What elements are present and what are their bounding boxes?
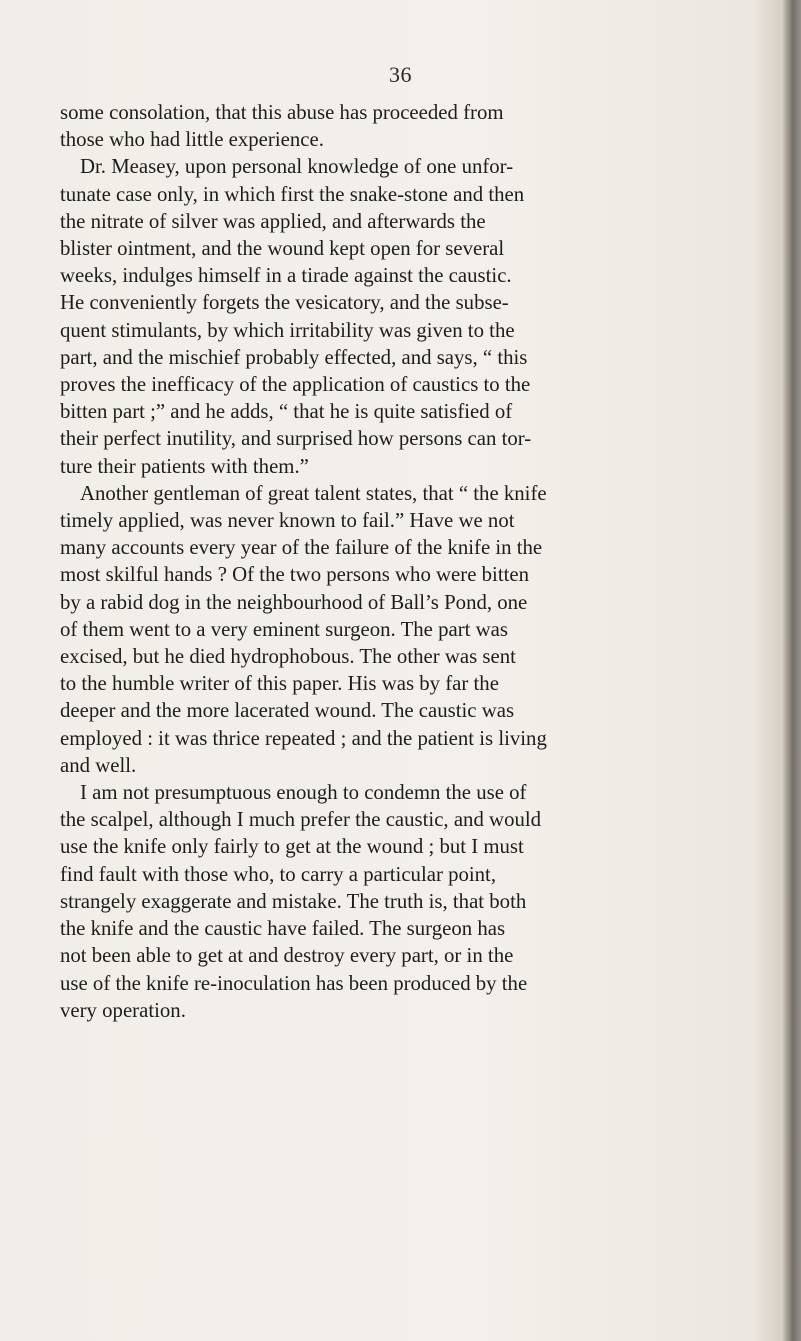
text-line: timely applied, was never known to fail.” Have we not xyxy=(60,509,515,533)
text-line: most skilful hands ? Of the two persons who were bitten xyxy=(60,563,530,587)
text-line: tunate case only, in which first the snake-stone and then xyxy=(60,182,525,206)
text-line: bitten part ;” and he adds, “ that he is quite satisfied of xyxy=(60,400,513,424)
body-text xyxy=(60,99,760,1024)
text-line: the knife and the caustic have failed. The surgeon has xyxy=(60,917,506,941)
text-line: He conveniently forgets the vesicatory, and the subse- xyxy=(60,291,509,315)
text-line: their perfect inutility, and surprised how persons can tor- xyxy=(60,427,532,451)
page-number: 36 xyxy=(389,62,412,87)
text-line: many accounts every year of the failure of the knife in the xyxy=(60,536,543,560)
text-line: those who had little experience. xyxy=(60,128,324,152)
text-line: deeper and the more lacerated wound. The caustic was xyxy=(60,699,515,723)
text-line: I am not presumptuous enough to condemn the use of xyxy=(80,781,527,805)
text-line: proves the inefficacy of the application of caustics to the xyxy=(60,373,531,397)
page-edge-shadow xyxy=(783,0,801,1341)
text-line: the nitrate of silver was applied, and afterwards the xyxy=(60,209,486,233)
text-line: excised, but he died hydrophobous. The other was sent xyxy=(60,645,516,669)
text-line: weeks, indulges himself in a tirade against the caustic. xyxy=(60,264,512,288)
text-line: some consolation, that this abuse has proceeded from xyxy=(60,101,504,124)
text-line: Another gentleman of great talent states, that “ the knife xyxy=(80,481,547,505)
text-line: quent stimulants, by which irritability was given to the xyxy=(60,318,515,342)
text-line: and well. xyxy=(60,753,137,777)
text-line: use the knife only fairly to get at the wound ; but I must xyxy=(60,835,524,859)
text-line: ture their patients with them.” xyxy=(60,454,309,478)
text-line: employed : it was thrice repeated ; and the patient is living xyxy=(60,726,547,750)
text-line: find fault with those who, to carry a particular point, xyxy=(60,862,497,886)
text-line: strangely exaggerate and mistake. The truth is, that both xyxy=(60,889,527,913)
text-line: of them went to a very eminent surgeon. The part was xyxy=(60,617,508,641)
text-line: very operation. xyxy=(60,998,186,1022)
text-line: the scalpel, although I much prefer the caustic, and would xyxy=(60,808,542,832)
text-line: part, and the mischief probably effected, and says, “ this xyxy=(60,345,528,369)
text-line: to the humble writer of this paper. His was by far the xyxy=(60,672,499,696)
text-line: blister ointment, and the wound kept open for several xyxy=(60,237,505,261)
text-line: not been able to get at and destroy every part, or in the xyxy=(60,944,514,968)
text-line: Dr. Measey, upon personal knowledge of one unfor- xyxy=(80,155,514,179)
text-line: use of the knife re-inoculation has been produced by the xyxy=(60,971,528,995)
text-line: by a rabid dog in the neighbourhood of Ball’s Pond, one xyxy=(60,590,528,614)
